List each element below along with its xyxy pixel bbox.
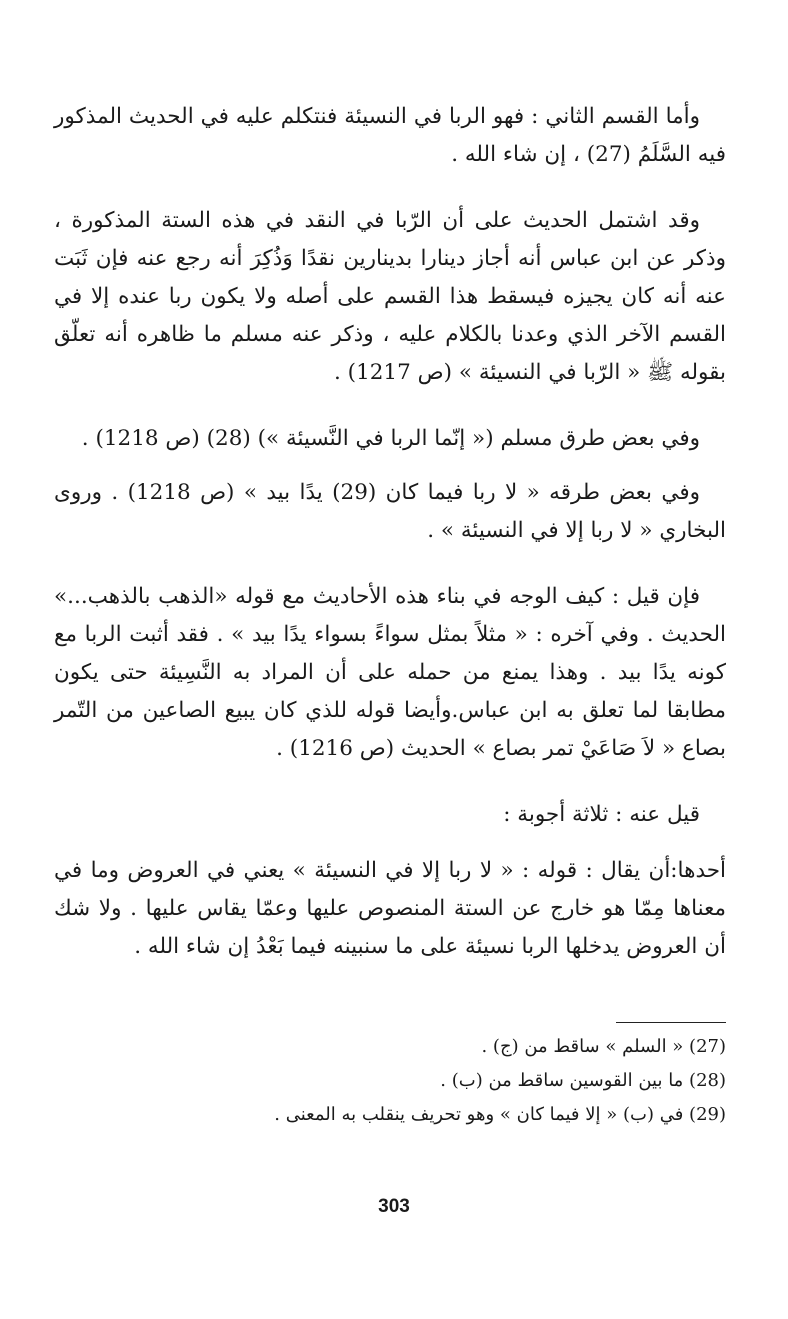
paragraph-1 [54,98,726,174]
paragraph-6-text: قيل عنه : ثلاثة أجوبة : [503,802,700,827]
paragraph-1-text: وأما القسم الثاني : فهو الربا في النسيئة فنتكلم عليه في الحديث المذكور فيه السَّلَمُ (27) ، إن شاء الله . [54,104,726,167]
paragraph-3-text: وفي بعض طرق مسلم (« إنّما الربا في النَّسيئة ») (28) (ص 1218) . [81,426,700,451]
footnote-28: (28) ما بين القوسين ساقط من (ب) . [440,1070,726,1091]
paragraph-2-text: وقد اشتمل الحديث على أن الرّبا في النقد في هذه الستة المذكورة ، وذكر عن ابن عباس أنه أجاز دينارا بدينارين نقدًا وَذُكِرَ أنه رجع عنه فإن ثَبَت عنه أنه كان يجيزه فيسقط هذا القسم على أصله ولا يكون ربا عنده إلا في القسم الآخر الذي وعدنا بالكلام عليه ، وذكر عنه مسلم ما ظاهره أنه تعلّق بقوله ﷺ « الرّبا في النسيئة » (ص 1217) . [54,208,726,385]
paragraph-5-text: فإن قيل : كيف الوجه في بناء هذه الأحاديث مع قوله «الذهب بالذهب...» الحديث . وفي آخره : « مثلاً بمثل سواءً بسواء يدًا بيد » . فقد أثبت الربا مع كونه يدًا بيد . وهذا يمنع من حمله على أن المراد به النَّسِيئة حتى يكون مطابقا لما تعلق به ابن عباس.وأيضا قوله للذي كان يبيع الصاعين من التّمر بصاع « لاَ صَاعَيْ تمر بصاع » الحديث (ص 1216) . [54,584,726,761]
paragraph-4 [54,474,726,550]
paragraph-2 [54,202,726,392]
footnotes [54,1030,726,1132]
paragraph-7 [54,852,726,966]
paragraph-7-text: أحدها:أن يقال : قوله : « لا ربا إلا في النسيئة » يعني في العروض وما في معناها مِمّا هو خارج عن الستة المنصوص عليها وعمّا يقاس عليها . ولا شك أن العروض يدخلها الربا نسيئة على ما سنبينه فيما بَعْدُ إن شاء الله . [54,858,726,959]
paragraph-3 [54,420,726,458]
page-number: 303 [378,1196,410,1217]
paragraph-4-text: وفي بعض طرقه « لا ربا فيما كان (29) يدًا بيد » (ص 1218) . وروى البخاري « لا ربا إلا في النسيئة » . [54,480,726,543]
footnote-divider [616,1022,726,1023]
paragraph-5 [54,578,726,768]
footnote-27: (27) « السلم » ساقط من (ج) . [481,1036,726,1057]
footnote-29: (29) في (ب) « إلا فيما كان » وهو تحريف ينقلب به المعنى . [274,1104,726,1125]
paragraph-6 [54,796,726,834]
